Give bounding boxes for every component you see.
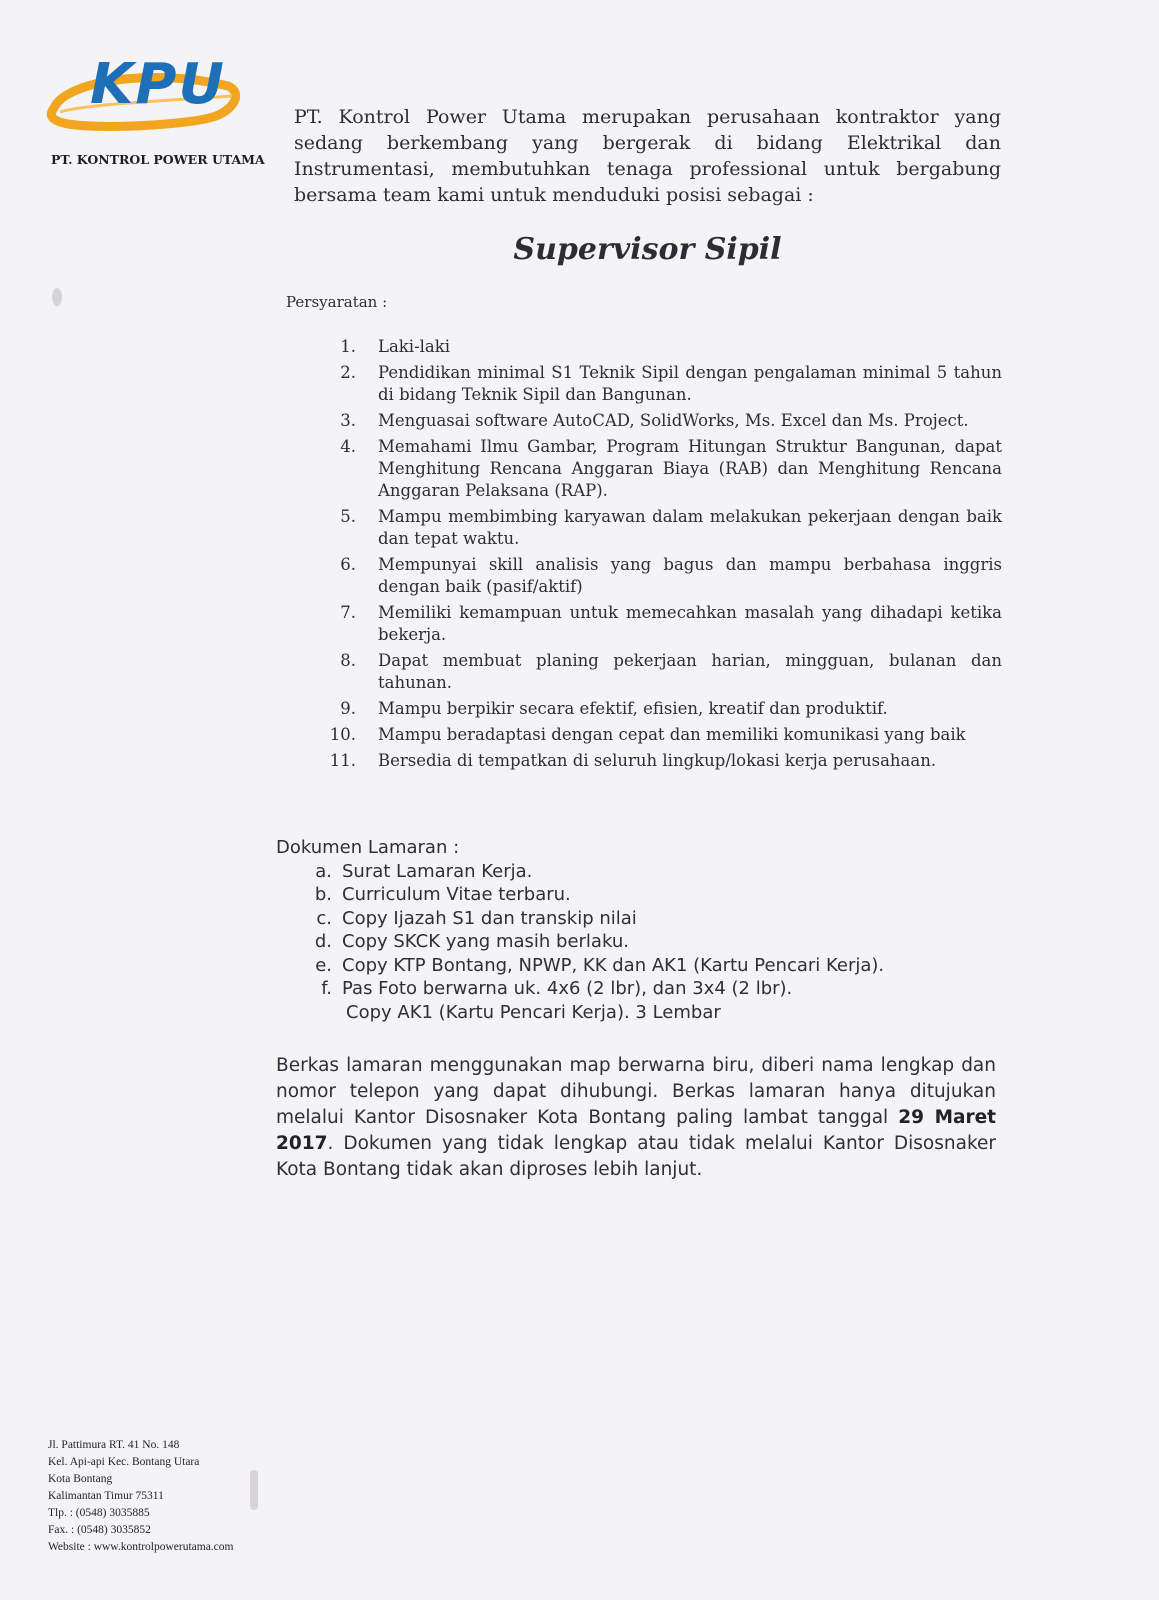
list-item [322,650,1002,694]
item-number: 4. [340,437,356,456]
requirements-heading: Persyaratan : [286,293,388,311]
item-letter: f. [321,978,332,999]
website: Website : www.kontrolpowerutama.com [48,1541,234,1553]
closing-text-before: Berkas lamaran menggunakan map berwarna biru, diberi nama lengkap dan nomor telepon yang dapat dihubungi. Berkas lamaran hanya ditujukan melalui Kantor Disosnaker Kota Bontang paling lambat tanggal [276,1055,996,1128]
list-item [322,602,1002,646]
item-text: Mampu beradaptasi dengan cepat dan memiliki komunikasi yang baik [378,725,966,744]
item-number: 5. [340,507,356,526]
list-item [276,977,996,1001]
item-text: Mempunyai skill analisis yang bagus dan mampu berbahasa inggris dengan baik (pasif/aktif) [378,555,1002,596]
item-number: 3. [340,411,356,430]
scan-speck [250,1470,258,1510]
address-line: Kel. Api-api Kec. Bontang Utara [48,1456,200,1468]
list-item [276,930,996,954]
item-number: 6. [340,555,356,574]
item-text: Copy KTP Bontang, NPWP, KK dan AK1 (Kartu Pencari Kerja). [342,954,885,976]
list-item [322,436,1002,502]
list-item [322,724,1002,746]
list-item [322,750,1002,772]
intro-paragraph: PT. Kontrol Power Utama merupakan perusahaan kontraktor yang sedang berkembang yang bergerak di bidang Elektrikal dan Instrumentasi, membutuhkan tenaga professional untuk bergabung bersama team kami untuk menduduki posisi sebagai : [294,106,1001,206]
item-text: Dapat membuat planing pekerjaan harian, mingguan, bulanan dan tahunan. [378,651,1002,692]
item-number: 10. [329,725,356,744]
address-line: Kalimantan Timur 75311 [48,1490,164,1502]
documents-extra-note: Copy AK1 (Kartu Pencari Kerja). 3 Lembar [346,1001,721,1023]
item-letter: a. [315,860,332,882]
item-text: Memiliki kemampuan untuk memecahkan masalah yang dihadapi ketika bekerja. [378,603,1002,644]
item-number: 8. [340,651,356,670]
list-item [322,362,1002,406]
item-text: Laki-laki [378,337,451,356]
item-text: Bersedia di tempatkan di seluruh lingkup/lokasi kerja perusahaan. [378,751,937,770]
closing-paragraph [276,1053,996,1183]
phone-number: Tlp. : (0548) 3035885 [48,1507,150,1519]
item-number: 1. [340,337,356,356]
item-number: 11. [329,751,356,770]
list-item [322,410,1002,432]
documents-heading: Dokumen Lamaran : [276,837,460,858]
item-text: Pas Foto berwarna uk. 4x6 (2 lbr), dan 3x4 (2 lbr). [342,978,793,999]
item-text: Mampu membimbing karyawan dalam melakukan pekerjaan dengan baik dan tepat waktu. [378,507,1002,548]
address-line: Kota Bontang [48,1473,113,1485]
list-item [276,883,996,907]
item-letter: c. [316,907,332,929]
list-item [276,860,996,884]
closing-text-after: . Dokumen yang tidak lengkap atau tidak melalui Kantor Disosnaker Kota Bontang tidak akan diproses lebih lanjut. [276,1133,996,1180]
item-text: Menguasai software AutoCAD, SolidWorks, Ms. Excel dan Ms. Project. [378,411,969,430]
fax-number: Fax. : (0548) 3035852 [48,1524,151,1536]
item-text: Mampu berpikir secara efektif, efisien, kreatif dan produktif. [378,699,888,718]
company-address [48,1437,233,1556]
item-text: Memahami Ilmu Gambar, Program Hitungan Struktur Bangunan, dapat Menghitung Rencana Anggaran Biaya (RAB) dan Menghitung Rencana Anggaran Pelaksana (RAP). [378,437,1002,500]
item-letter: e. [315,954,332,976]
requirements-list [322,336,1002,776]
list-item [276,907,996,931]
list-item [322,698,1002,720]
item-number: 2. [340,363,356,382]
list-item [322,506,1002,550]
address-line: Jl. Pattimura RT. 41 No. 148 [48,1439,180,1451]
list-item [276,954,996,978]
list-item [322,554,1002,598]
item-text: Curriculum Vitae terbaru. [342,884,571,905]
documents-section [276,836,996,1024]
documents-list [276,860,996,1001]
item-text: Copy SKCK yang masih berlaku. [342,931,629,952]
item-letter: b. [314,884,332,905]
item-text: Copy Ijazah S1 dan transkip nilai [342,907,637,929]
position-title: Supervisor Sipil [513,232,782,267]
company-name: PT. KONTROL POWER UTAMA [51,152,265,167]
scan-speck [52,288,62,306]
item-number: 7. [340,603,356,622]
item-text: Pendidikan minimal S1 Teknik Sipil dengan pengalaman minimal 5 tahun di bidang Teknik Sipil dan Bangunan. [378,363,1002,404]
item-text: Surat Lamaran Kerja. [342,860,533,882]
item-number: 9. [340,699,356,718]
deadline-date: 29 Maret 2017 [276,1107,996,1154]
item-letter: d. [314,931,332,952]
logo-text: KPU [90,52,226,117]
company-logo [46,46,265,171]
list-item [322,336,1002,358]
